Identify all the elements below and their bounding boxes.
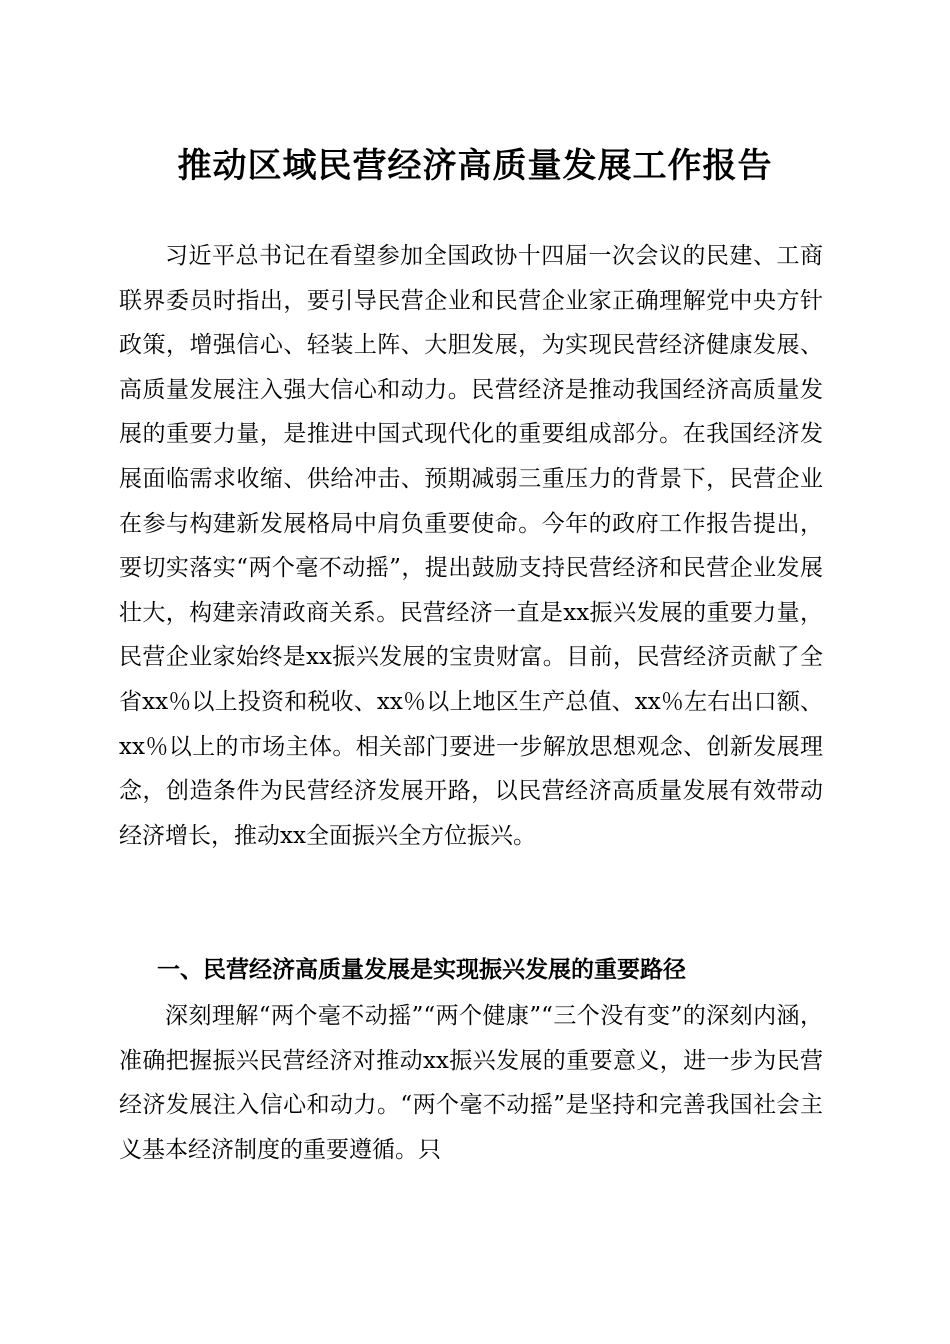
section-heading-1: 一、民营经济高质量发展是实现振兴发展的重要路径 (157, 957, 686, 983)
intro-paragraph: 习近平总书记在看望参加全国政协十四届一次会议的民建、工商联界委员时指出，要引导民营企业和民营企业家正确理解党中央方针政策，增强信心、轻装上阵、大胆发展，为实现民营经济健康发展、高质量发展注入强大信心和动力。民营经济是推动我国经济高质量发展的重要力量，是推进中国式现代化的重要组成部分。在我国经济发展面临需求收缩、供给冲击、预期减弱三重压力的背景下，民营企业在参与构建新发展格局中肩负重要使命。今年的政府工作报告提出，要切实落实“两个毫不动摇”，提出鼓励支持民营经济和民营企业发展壮大，构建亲清政商关系。民营经济一直是xx振兴发展的重要力量，民营企业家始终是xx振兴发展的宝贵财富。目前，民营经济贡献了全省xx％以上投资和税收、xx％以上地区生产总值、xx％左右出口额、xx％以上的市场主体。相关部门要进一步解放思想观念、创新发展理念，创造条件为民营经济发展开路，以民营经济高质量发展有效带动经济增长，推动xx全面振兴全方位振兴。 (119, 243, 823, 849)
document-title: 推动区域民营经济高质量发展工作报告 (177, 146, 773, 186)
section-1-paragraph: 深刻理解“两个毫不动摇”“两个健康”“三个没有变”的深刻内涵，准确把握振兴民营经济对推动xx振兴发展的重要意义，进一步为民营经济发展注入信心和动力。“两个毫不动摇”是坚持和完善我国社会主义基本经济制度的重要遵循。只 (119, 1003, 823, 1163)
